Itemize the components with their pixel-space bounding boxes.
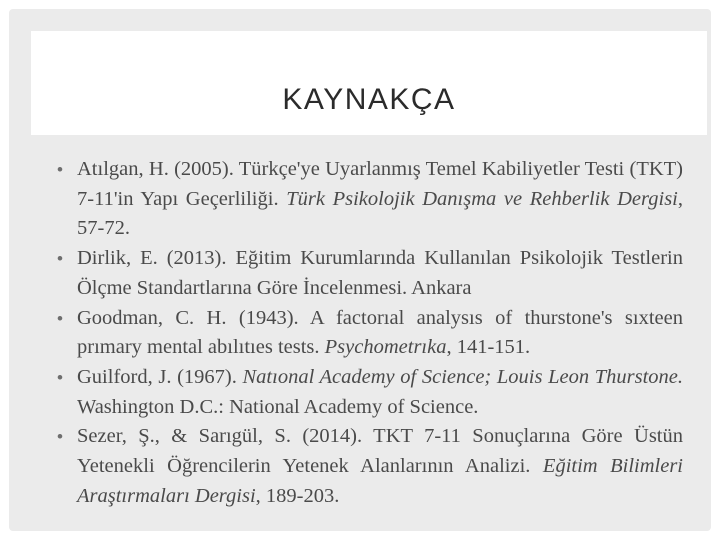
reference-journal: Eğitim Bilimleri Araştırmaları Dergisi <box>77 455 683 507</box>
reference-journal: Natıonal Academy of Science; Louis Leon Thurstone. <box>242 365 683 388</box>
title-box <box>31 31 707 135</box>
reference-pages: , 141-151. <box>446 336 531 359</box>
reference-item <box>57 304 683 363</box>
bullet-icon: • <box>57 308 63 328</box>
reference-text: Dirlik, E. (2013). Eğitim Kurumlarında Kullanılan Psikolojik Testlerin Ölçme Standartlarına Göre İncelenmesi. Ankara <box>77 247 683 299</box>
bullet-icon: • <box>57 367 63 387</box>
reference-journal: Türk Psikolojik Danışma ve Rehberlik Dergisi <box>286 187 678 210</box>
reference-pages: Washington D.C.: National Academy of Science. <box>77 395 479 418</box>
slide-title: KAYNAKÇA <box>282 83 456 116</box>
slide-frame <box>9 9 711 531</box>
reference-text: Sezer, Ş., & Sarıgül, S. (2014). TKT 7-11 Sonuçlarına Göre Üstün Yetenekli Öğrencilerin Yetenek Alanlarının Analizi. <box>77 425 683 478</box>
reference-item <box>57 244 683 303</box>
reference-text: Atılgan, H. (2005). Türkçe'ye Uyarlanmış Temel Kabiliyetler Testi (TKT) 7-11'in Yapı Geçerliliği. <box>77 158 683 210</box>
reference-pages: , 57-72. <box>77 187 683 240</box>
reference-text: Guilford, J. (1967). <box>77 365 243 388</box>
reference-item <box>57 155 683 244</box>
reference-text: Goodman, C. H. (1943). A factorıal analysıs of thurstone's sıxteen prımary mental abılıtıes tests. <box>77 306 683 359</box>
bullet-icon: • <box>57 249 63 269</box>
reference-item <box>57 363 683 422</box>
reference-pages: , 189-203. <box>255 484 340 507</box>
reference-item <box>57 422 683 511</box>
reference-list <box>57 155 683 511</box>
reference-journal: Psychometrıka <box>324 336 447 359</box>
bullet-icon: • <box>57 427 63 447</box>
bullet-icon: • <box>57 160 63 179</box>
